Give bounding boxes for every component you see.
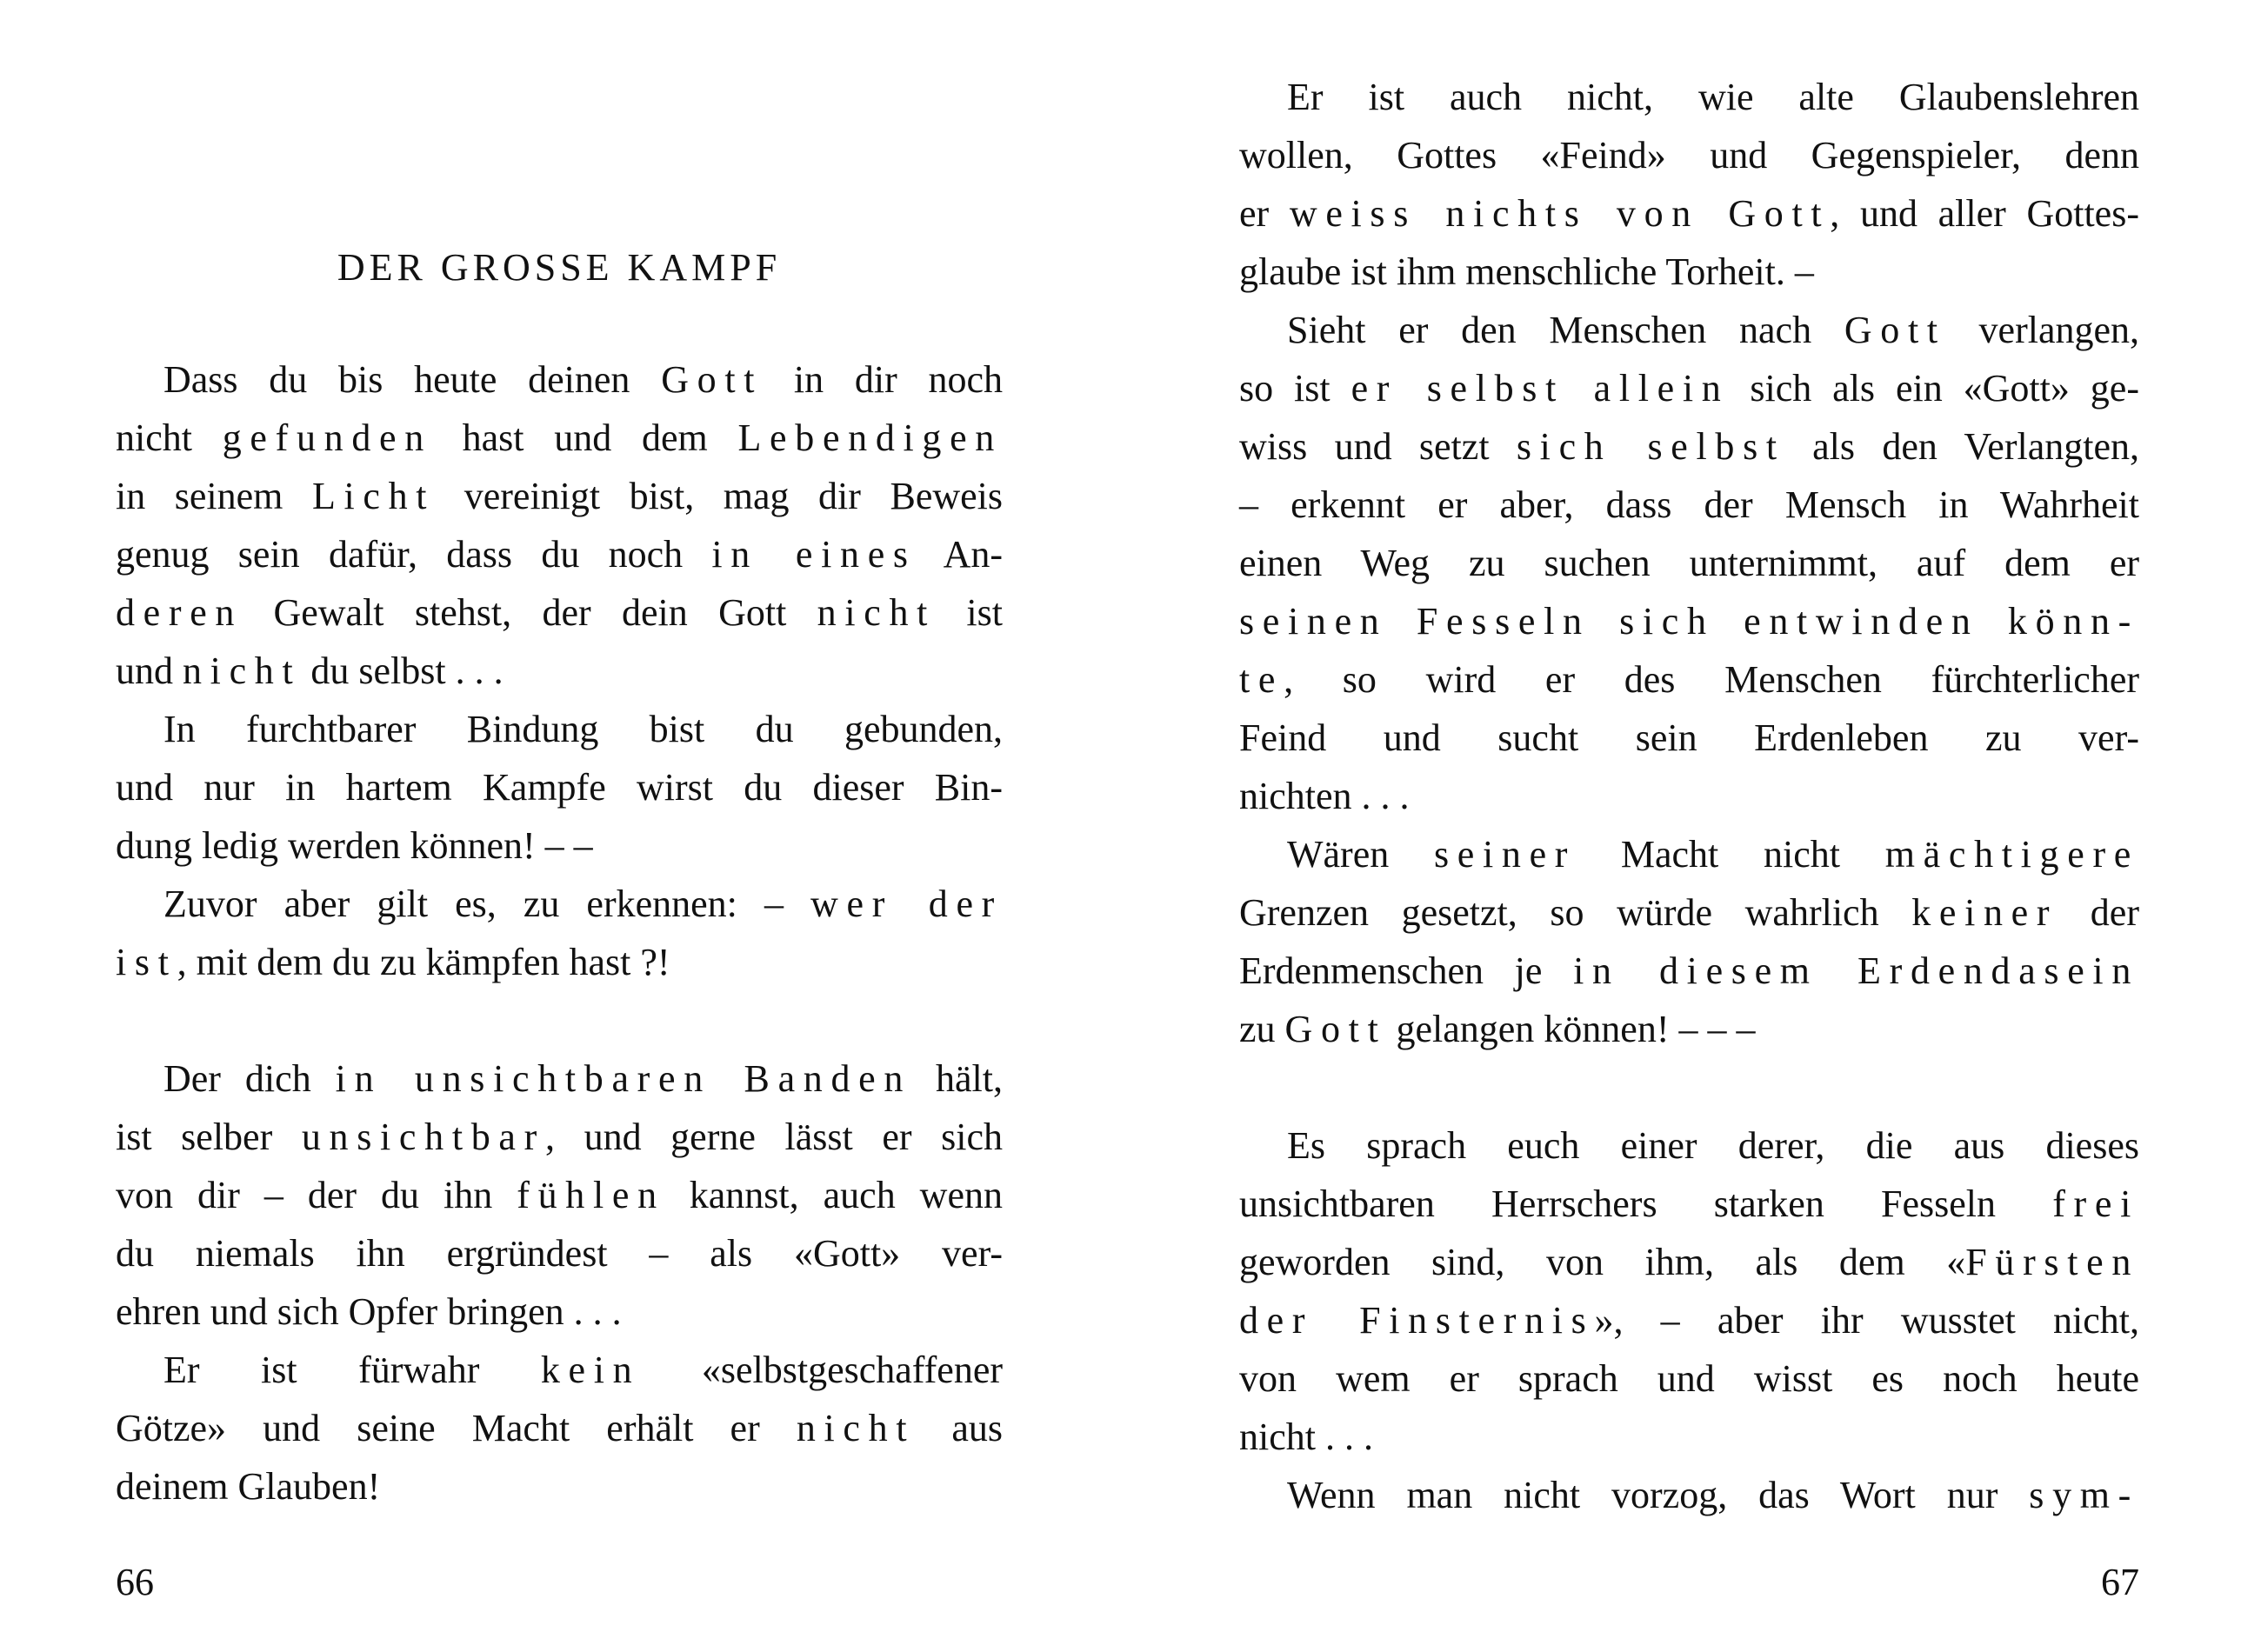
text-segment: zu	[1239, 1008, 1285, 1050]
text-line	[116, 1166, 1003, 1224]
emphasized-text: nicht	[817, 591, 937, 634]
text-line	[1239, 359, 2139, 417]
text-line	[1239, 825, 2139, 883]
text-segment: , und aller Gottes-	[1830, 192, 2139, 235]
text-line	[116, 758, 1003, 816]
emphasized-text: deren	[116, 591, 243, 634]
text-segment: sich als ein «Gott» ge-	[1729, 367, 2139, 410]
text-segment: nicht . . .	[1239, 1416, 1373, 1458]
text-line	[116, 525, 1003, 583]
text-segment: ehren und sich Opfer bringen . . .	[116, 1290, 622, 1333]
emphasized-text: sich selbst	[1516, 425, 1785, 468]
text-line	[116, 350, 1003, 409]
text-line	[1239, 1466, 2139, 1524]
emphasized-text: Gott	[1844, 309, 1946, 351]
text-segment: Macht nicht	[1576, 833, 1885, 876]
text-segment: deinem Glauben!	[116, 1465, 381, 1508]
text-segment: «selbstgeschaffener	[640, 1349, 1003, 1391]
text-line	[116, 1399, 1003, 1457]
text-segment: hält,	[911, 1057, 1004, 1100]
text-segment: unsichtbaren Herrschers starken Fesseln	[1239, 1182, 2053, 1225]
text-line	[1239, 243, 2139, 301]
text-line	[116, 816, 1003, 875]
text-segment: glaube ist ihm menschliche Torheit. –	[1239, 250, 1814, 293]
text-segment: Götze» und seine Macht erhält er	[116, 1407, 797, 1449]
text-segment: und nur in hartem Kampfe wirst du dieser Bin-	[116, 766, 1003, 809]
emphasized-text: der Finsternis	[1239, 1299, 1595, 1342]
text-segment: Es sprach euch einer derer, die aus dieses	[1287, 1124, 2139, 1167]
text-segment: von wem er sprach und wisst es noch heute	[1239, 1357, 2139, 1400]
text-line	[116, 642, 1003, 700]
text-segment: Er ist auch nicht, wie alte Glaubenslehren	[1287, 76, 2139, 118]
text-line	[116, 1282, 1003, 1341]
text-line	[1239, 184, 2139, 243]
emphasized-text: Lebendigen	[737, 416, 1003, 459]
text-line	[1239, 1349, 2139, 1408]
text-line	[1239, 650, 2139, 709]
emphasized-text: Licht	[311, 475, 436, 517]
right-page	[1130, 0, 2261, 1652]
text-segment: Wenn man nicht vorzog, das Wort nur	[1287, 1474, 2030, 1516]
text-line	[1239, 767, 2139, 825]
text-segment: wiss und setzt	[1239, 425, 1517, 468]
text-line	[116, 1457, 1003, 1515]
text-segment: Grenzen gesetzt, so würde wahrlich	[1239, 891, 1912, 934]
emphasized-text: in unsichtbaren Banden	[335, 1057, 912, 1100]
text-segment: von dir – der du ihn	[116, 1174, 517, 1216]
text-line	[116, 933, 1003, 991]
text-segment: aus	[915, 1407, 1003, 1449]
text-segment: verlangen,	[1945, 309, 2139, 351]
paragraph-gap	[116, 991, 1003, 1049]
paragraph-gap	[1239, 1058, 2139, 1116]
text-segment: Sieht er den Menschen nach	[1287, 309, 1844, 351]
text-segment: , so wird er des Menschen fürchterlicher	[1284, 658, 2139, 701]
text-segment: Erdenmenschen je	[1239, 949, 1574, 992]
text-segment: ist	[936, 591, 1003, 634]
emphasized-text: in diesem Erdendasein	[1573, 949, 2139, 992]
emphasized-text: weiss nichts von Gott	[1289, 192, 1831, 235]
emphasized-text: in eines	[711, 533, 917, 576]
text-segment: – erkennt er aber, dass der Mensch in Wahrheit	[1239, 483, 2139, 526]
text-segment: einen Weg zu suchen unternimmt, auf dem er	[1239, 542, 2139, 584]
text-segment: Er ist fürwahr	[163, 1349, 541, 1391]
page-number-left: 66	[116, 1561, 154, 1603]
emphasized-text: wer der	[810, 883, 1003, 925]
text-line	[1239, 1233, 2139, 1291]
emphasized-text: seiner	[1433, 833, 1577, 876]
text-segment: kannst, auch wenn	[664, 1174, 1003, 1216]
text-segment: du selbst . . .	[301, 649, 504, 692]
text-segment: in dir noch	[763, 358, 1003, 401]
left-page	[0, 0, 1130, 1652]
text-segment: Dass du bis heute deinen	[163, 358, 662, 401]
text-segment: als den Verlangten,	[1784, 425, 2139, 468]
text-line	[1239, 534, 2139, 592]
text-segment: und	[116, 649, 183, 692]
text-segment: Feind und sucht sein Erdenleben zu ver-	[1239, 716, 2139, 759]
text-segment: Zuvor aber gilt es, zu erkennen: –	[163, 883, 811, 925]
emphasized-text: kein	[540, 1349, 641, 1391]
text-line	[1239, 417, 2139, 476]
text-line	[116, 1108, 1003, 1166]
page-number-right: 67	[2101, 1561, 2139, 1603]
text-line	[1239, 1000, 2139, 1058]
text-line	[1239, 68, 2139, 126]
text-segment: », – aber ihr wusstet nicht,	[1594, 1299, 2139, 1342]
text-segment: vereinigt bist, mag dir Beweis	[435, 475, 1003, 517]
text-segment: gelangen können! – – –	[1386, 1008, 1756, 1050]
text-segment: An-	[916, 533, 1003, 576]
emphasized-text: sym-	[2029, 1474, 2139, 1516]
text-segment: Gewalt stehst, der dein Gott	[243, 591, 817, 634]
text-segment: wollen, Gottes «Feind» und Gegenspieler, denn	[1239, 134, 2139, 177]
left-page-body	[116, 350, 1003, 1515]
chapter-title: DER GROSSE KAMPF	[337, 246, 782, 289]
text-segment: du niemals ihn ergründest – als «Gott» ver-	[116, 1232, 1003, 1275]
text-segment: Der dich	[163, 1057, 336, 1100]
text-line	[1239, 476, 2139, 534]
text-segment: so ist	[1239, 367, 1351, 410]
text-line	[116, 700, 1003, 758]
emphasized-text: seinen Fesseln sich entwinden könn-	[1239, 600, 2139, 643]
text-segment: In furchtbarer Bindung bist du gebunden,	[163, 708, 1003, 750]
text-line	[1239, 126, 2139, 184]
text-line	[116, 467, 1003, 525]
text-line	[116, 1224, 1003, 1282]
text-line	[1239, 301, 2139, 359]
emphasized-text: gefunden	[222, 416, 432, 459]
emphasized-text: frei	[2052, 1182, 2139, 1225]
text-segment: der	[2058, 891, 2139, 934]
emphasized-text: nicht	[183, 649, 302, 692]
text-segment: er	[1239, 192, 1290, 235]
text-segment: , mit dem du zu kämpfen hast ?!	[177, 941, 670, 983]
text-line	[1239, 1175, 2139, 1233]
text-line	[1239, 592, 2139, 650]
emphasized-text: mächtigere	[1884, 833, 2139, 876]
text-line	[1239, 709, 2139, 767]
emphasized-text: keiner	[1911, 891, 2058, 934]
text-segment: in seinem	[116, 475, 312, 517]
text-segment: dung ledig werden können! – –	[116, 824, 593, 867]
text-line	[1239, 1116, 2139, 1175]
text-segment: ist selber	[116, 1116, 302, 1158]
emphasized-text: er selbst allein	[1351, 367, 1730, 410]
emphasized-text: te	[1239, 658, 1284, 701]
text-line	[116, 583, 1003, 642]
text-line	[116, 1049, 1003, 1108]
text-segment: , und gerne lässt er sich	[544, 1116, 1003, 1158]
text-line	[1239, 1408, 2139, 1466]
emphasized-text: Fürsten	[1965, 1241, 2139, 1283]
text-segment: genug sein dafür, dass du noch	[116, 533, 712, 576]
emphasized-text: nicht	[796, 1407, 916, 1449]
text-segment: nicht	[116, 416, 223, 459]
text-line	[116, 875, 1003, 933]
text-segment: hast und dem	[431, 416, 738, 459]
text-line	[116, 409, 1003, 467]
text-line	[116, 1341, 1003, 1399]
text-line	[1239, 1291, 2139, 1349]
text-segment: geworden sind, von ihm, als dem «	[1239, 1241, 1966, 1283]
emphasized-text: fühlen	[517, 1174, 665, 1216]
emphasized-text: Gott	[1284, 1008, 1387, 1050]
emphasized-text: unsichtbar	[301, 1116, 545, 1158]
emphasized-text: Gott	[661, 358, 764, 401]
text-line	[1239, 942, 2139, 1000]
text-segment: Wären	[1287, 833, 1434, 876]
text-segment: nichten . . .	[1239, 775, 1410, 817]
text-line	[1239, 883, 2139, 942]
emphasized-text: ist	[116, 941, 177, 983]
right-page-body	[1239, 68, 2139, 1524]
